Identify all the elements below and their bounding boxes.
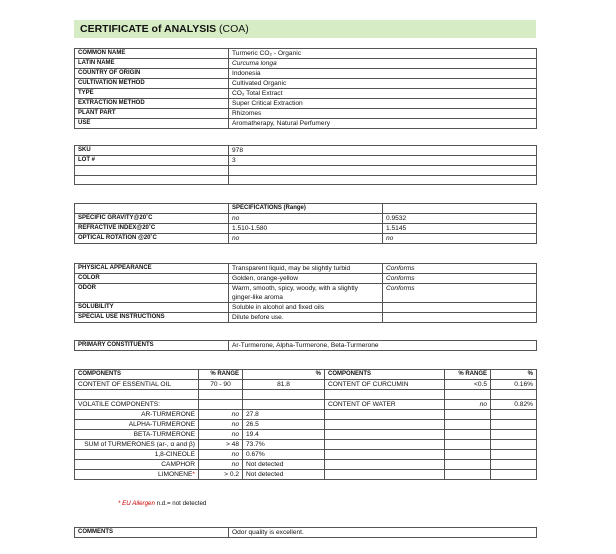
physical-value: Soluble in alcohol and fixed oils	[229, 303, 383, 313]
physical-properties-table	[74, 263, 537, 323]
blank-cell	[491, 419, 537, 429]
volatile-label: VOLATILE COMPONENTS:	[75, 399, 199, 409]
volatile-component-label	[75, 419, 199, 429]
general-label: CULTIVATION METHOD	[75, 79, 229, 89]
general-value: Rhizomes	[229, 109, 537, 119]
physical-label: COLOR	[75, 274, 229, 284]
physical-value: Golden, orange-yellow	[229, 274, 383, 284]
essential-oil-row	[75, 380, 537, 390]
spec-range: no	[229, 214, 383, 224]
spec-result: 1.5145	[383, 224, 537, 234]
range-header: % RANGE	[445, 370, 491, 380]
water-pct: 0.82%	[491, 399, 537, 409]
volatile-pct: 27.8	[243, 409, 325, 419]
volatile-row	[75, 469, 537, 479]
certificate-title-banner	[74, 20, 536, 38]
physical-label: PHYSICAL APPEARANCE	[75, 264, 229, 274]
general-value: Turmeric CO₂ - Organic	[229, 49, 537, 59]
volatile-row	[75, 419, 537, 429]
components-header: COMPONENTS	[75, 370, 199, 380]
spec-row	[75, 234, 537, 244]
general-value: Aromatherapy, Natural Perfumery	[229, 119, 537, 129]
comments-label: COMMENTS	[75, 528, 229, 538]
spec-row	[75, 214, 537, 224]
essential-oil-pct: 81.8	[243, 380, 325, 390]
volatile-row	[75, 439, 537, 449]
blank-cell	[445, 419, 491, 429]
essential-oil-range: 70 - 90	[199, 380, 243, 390]
volatile-component-name: ALPHA-TURMERONE	[128, 420, 195, 428]
volatile-range: no	[199, 429, 243, 439]
blank-cell	[75, 390, 199, 400]
volatile-component-name: AR-TURMERONE	[141, 410, 195, 418]
blank-cell	[491, 409, 537, 419]
components-table	[74, 369, 537, 480]
blank-row	[75, 175, 537, 185]
range-header: % RANGE	[199, 370, 243, 380]
volatile-pct: 19.4	[243, 429, 325, 439]
spec-label: SPECIFIC GRAVITY@20˚C	[75, 214, 229, 224]
blank-cell	[243, 390, 325, 400]
general-row	[75, 59, 537, 69]
general-label: USE	[75, 119, 229, 129]
volatile-component-name: 1,8-CINEOLE	[154, 450, 195, 458]
volatile-range: no	[199, 409, 243, 419]
volatile-range: > 0.2	[199, 469, 243, 479]
general-row	[75, 99, 537, 109]
general-info-table	[74, 48, 537, 129]
general-row	[75, 79, 537, 89]
blank-cell	[491, 429, 537, 439]
volatile-pct: 73.7%	[243, 439, 325, 449]
specifications-table	[74, 203, 537, 244]
certificate-title-suffix: (COA)	[216, 23, 249, 35]
blank-cell	[325, 419, 445, 429]
blank-cell	[325, 429, 445, 439]
physical-row	[75, 284, 537, 303]
physical-row	[75, 303, 537, 313]
sku-value: 978	[229, 146, 537, 156]
physical-value: Dilute before use.	[229, 313, 383, 323]
blank-cell	[243, 399, 325, 409]
physical-label: ODOR	[75, 284, 229, 303]
comments-value: Odor quality is excellent.	[229, 528, 537, 538]
general-label: PLANT PART	[75, 109, 229, 119]
volatile-component-label	[75, 449, 199, 459]
volatile-component-label	[75, 429, 199, 439]
blank-cell	[199, 399, 243, 409]
sku-row	[75, 146, 537, 156]
physical-result	[383, 313, 537, 323]
water-range: no	[445, 399, 491, 409]
volatile-component-label	[75, 459, 199, 469]
volatile-pct: Not detected	[243, 459, 325, 469]
sku-label: SKU	[75, 146, 229, 156]
comments-table	[74, 527, 537, 538]
blank-cell	[325, 390, 445, 400]
components-header-row	[75, 370, 537, 380]
blank-cell	[75, 166, 229, 176]
general-row	[75, 109, 537, 119]
spec-row	[75, 224, 537, 234]
sku-lot-table	[74, 145, 537, 185]
specs-header: SPECIFICATIONS (Range)	[229, 204, 383, 214]
general-value: Super Critical Extraction	[229, 99, 537, 109]
blank-cell	[325, 459, 445, 469]
blank-cell	[325, 449, 445, 459]
physical-result: Conforms	[383, 274, 537, 284]
physical-label: SOLUBILITY	[75, 303, 229, 313]
primary-constituents-table	[74, 340, 537, 351]
blank-cell	[325, 409, 445, 419]
blank-cell	[491, 459, 537, 469]
volatile-header-row	[75, 399, 537, 409]
water-label: CONTENT OF WATER	[325, 399, 445, 409]
spec-result: 0.9532	[383, 214, 537, 224]
physical-row	[75, 274, 537, 284]
general-label: EXTRACTION METHOD	[75, 99, 229, 109]
volatile-component-name: CAMPHOR	[161, 460, 195, 468]
lot-label: LOT #	[75, 156, 229, 166]
blank-cell	[445, 439, 491, 449]
curcumin-label: CONTENT OF CURCUMIN	[325, 380, 445, 390]
lot-row	[75, 156, 537, 166]
physical-row	[75, 264, 537, 274]
spec-label: OPTICAL ROTATION @20˚C	[75, 234, 229, 244]
blank-cell	[383, 204, 537, 214]
spec-label: REFRACTIVE INDEX@20˚C	[75, 224, 229, 234]
general-label: TYPE	[75, 89, 229, 99]
blank-row	[75, 390, 537, 400]
pct-header: %	[491, 370, 537, 380]
volatile-row	[75, 449, 537, 459]
spec-result: no	[383, 234, 537, 244]
volatile-range: no	[199, 459, 243, 469]
primary-label: PRIMARY CONSTITUENTS	[75, 341, 229, 351]
general-label: COUNTRY OF ORIGIN	[75, 69, 229, 79]
general-row	[75, 119, 537, 129]
volatile-component-name: LIMONENE	[157, 470, 193, 478]
volatile-pct: 0.67%	[243, 449, 325, 459]
specs-header-row	[75, 204, 537, 214]
general-label: LATIN NAME	[75, 59, 229, 69]
volatile-row	[75, 409, 537, 419]
general-value: CO₂ Total Extract	[229, 89, 537, 99]
primary-value: Ar-Turmerone, Alpha-Turmerone, Beta-Turmerone	[229, 341, 537, 351]
blank-cell	[445, 429, 491, 439]
allergen-footnote	[118, 500, 206, 507]
blank-cell	[325, 439, 445, 449]
volatile-row	[75, 429, 537, 439]
blank-cell	[199, 390, 243, 400]
lot-value: 3	[229, 156, 537, 166]
blank-cell	[491, 439, 537, 449]
blank-cell	[491, 390, 537, 400]
general-value: Curcuma longa	[229, 59, 537, 69]
volatile-range: no	[199, 449, 243, 459]
volatile-range: no	[199, 419, 243, 429]
volatile-component-name: BETA-TURMERONE	[133, 430, 195, 438]
blank-cell	[229, 166, 537, 176]
general-row	[75, 89, 537, 99]
primary-row	[75, 341, 537, 351]
blank-cell	[445, 449, 491, 459]
components-header: COMPONENTS	[325, 370, 445, 380]
volatile-component-label	[75, 469, 199, 479]
blank-cell	[491, 449, 537, 459]
blank-cell	[445, 390, 491, 400]
pct-header: %	[243, 370, 325, 380]
volatile-pct: 26.5	[243, 419, 325, 429]
blank-cell	[445, 459, 491, 469]
general-row	[75, 49, 537, 59]
curcumin-range: <0.5	[445, 380, 491, 390]
spec-range: no	[229, 234, 383, 244]
allergen-note: * EU Allergen	[118, 500, 155, 507]
general-value: Cultivated Organic	[229, 79, 537, 89]
spec-range: 1.510-1.580	[229, 224, 383, 234]
blank-cell	[445, 409, 491, 419]
physical-result: Conforms	[383, 284, 537, 303]
physical-label: SPECIAL USE INSTRUCTIONS	[75, 313, 229, 323]
blank-cell	[229, 175, 537, 185]
volatile-component-name: SUM of TURMERONES (ar-, α and β)	[84, 440, 195, 448]
blank-cell	[325, 469, 445, 479]
blank-cell	[445, 469, 491, 479]
general-value: Indonesia	[229, 69, 537, 79]
physical-result: Conforms	[383, 264, 537, 274]
certificate-title: CERTIFICATE of ANALYSIS	[80, 23, 217, 35]
general-label: COMMON NAME	[75, 49, 229, 59]
blank-cell	[491, 469, 537, 479]
comments-row	[75, 528, 537, 538]
essential-oil-label: CONTENT OF ESSENTIAL OIL	[75, 380, 199, 390]
volatile-component-label	[75, 439, 199, 449]
volatile-component-label	[75, 409, 199, 419]
physical-value: Transparent liquid, may be slightly turbid	[229, 264, 383, 274]
curcumin-pct: 0.16%	[491, 380, 537, 390]
allergen-marker: *	[192, 470, 195, 478]
volatile-range: > 48	[199, 439, 243, 449]
physical-result	[383, 303, 537, 313]
blank-cell	[75, 204, 229, 214]
volatile-pct: Not detected	[243, 469, 325, 479]
volatile-row	[75, 459, 537, 469]
blank-cell	[75, 175, 229, 185]
not-detected-note: n.d.= not detected	[154, 500, 207, 507]
physical-value: Warm, smooth, spicy, woody, with a slightly ginger-like aroma	[229, 284, 383, 303]
blank-row	[75, 166, 537, 176]
physical-row	[75, 313, 537, 323]
general-row	[75, 69, 537, 79]
